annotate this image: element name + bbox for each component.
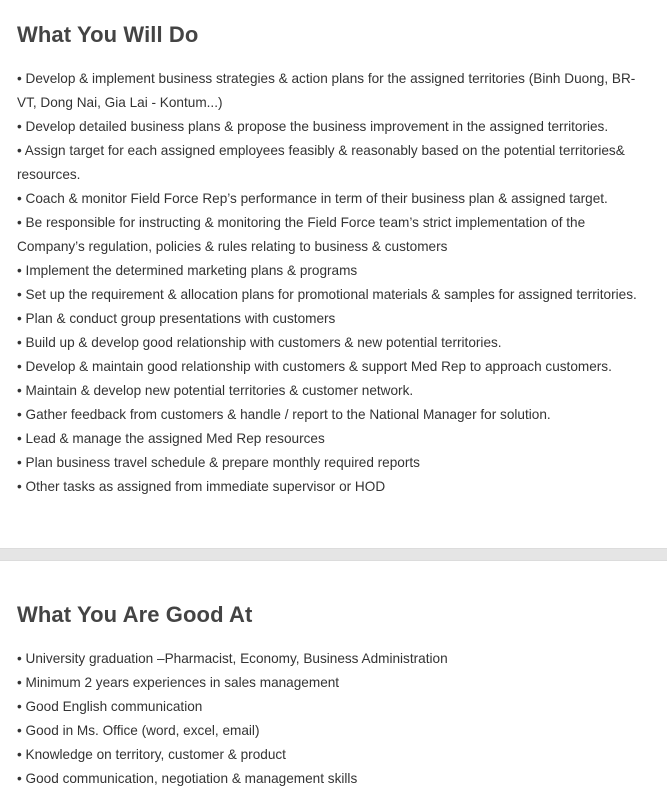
section-title: What You Will Do [17,22,199,47]
list-item: • Coach & monitor Field Force Rep’s performance in term of their business plan & assigned target. [17,191,608,206]
section-divider [0,548,667,561]
list-item: • Other tasks as assigned from immediate supervisor or HOD [17,479,386,494]
list-item: • Good communication, negotiation & management skills [17,771,358,786]
requirements-list [17,647,653,791]
list-item: • Gather feedback from customers & handle / report to the National Manager for solution. [17,407,551,422]
list-item: • Good in Ms. Office (word, excel, email) [17,723,260,738]
list-item: • Minimum 2 years experiences in sales management [17,675,340,690]
list-item: • Develop & implement business strategies & action plans for the assigned territories (Binh Duong, BR-VT, Dong Nai, Gia Lai - Kontum...) [17,71,636,110]
what-you-are-good-at-section [0,561,667,791]
list-item: • Plan business travel schedule & prepare monthly required reports [17,455,420,470]
list-item: • Set up the requirement & allocation plans for promotional materials & samples for assigned territories. [17,287,637,302]
section-title: What You Are Good At [17,602,253,627]
list-item: • Good English communication [17,699,203,714]
list-item: • Plan & conduct group presentations with customers [17,311,336,326]
list-item: • University graduation –Pharmacist, Economy, Business Administration [17,651,448,666]
list-item: • Be responsible for instructing & monitoring the Field Force team’s strict implementation of the Company’s regulation, policies & rules relating to business & customers [17,215,586,254]
list-item: • Develop & maintain good relationship with customers & support Med Rep to approach customers. [17,359,612,374]
list-item: • Lead & manage the assigned Med Rep resources [17,431,325,446]
list-item: • Develop detailed business plans & propose the business improvement in the assigned territories. [17,119,609,134]
list-item: • Assign target for each assigned employees feasibly & reasonably based on the potential territories& resources. [17,143,625,182]
list-item: • Implement the determined marketing plans & programs [17,263,358,278]
list-item: • Knowledge on territory, customer & product [17,747,286,762]
list-item: • Maintain & develop new potential territories & customer network. [17,383,414,398]
responsibilities-list [17,67,653,499]
list-item: • Build up & develop good relationship with customers & new potential territories. [17,335,502,350]
